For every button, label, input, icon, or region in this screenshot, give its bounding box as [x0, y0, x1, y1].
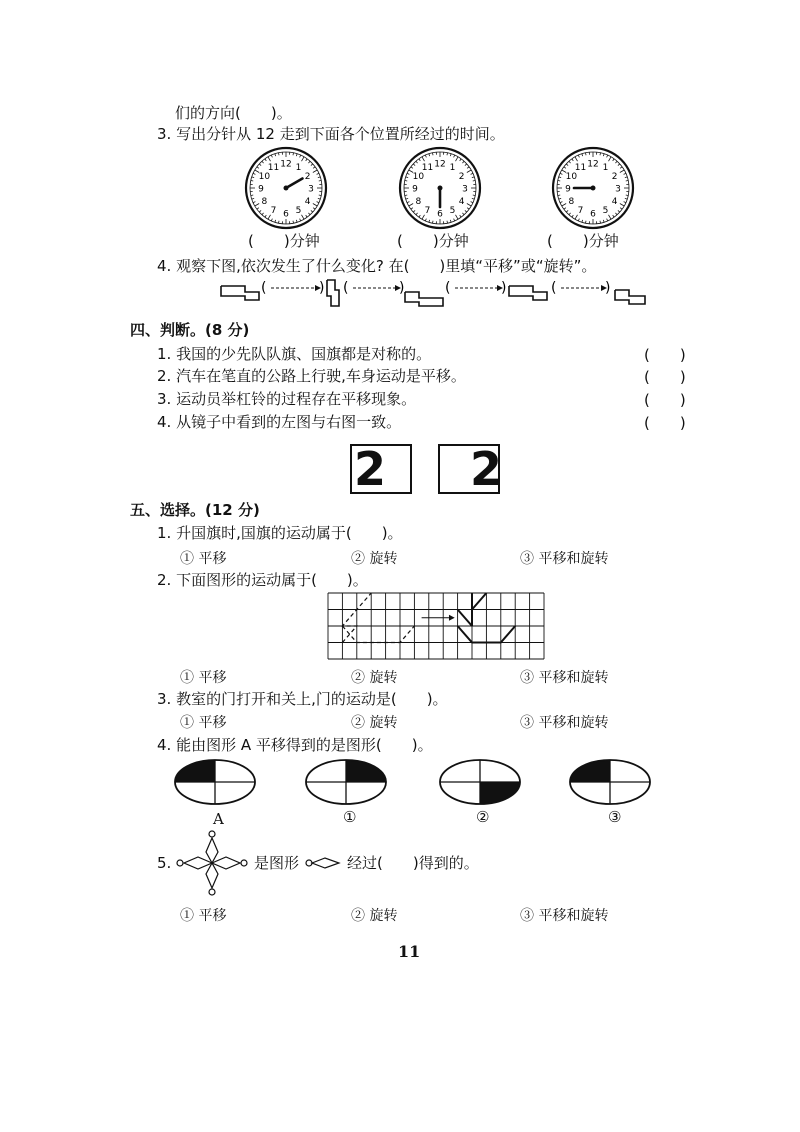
mirror-right-box	[438, 442, 503, 496]
clock-numeral: 10	[258, 172, 271, 182]
clock-numeral: 1	[602, 162, 609, 173]
clock-numeral: 9	[258, 184, 264, 195]
q3-option-2[interactable]: ② 旋转	[351, 715, 398, 731]
choice-q2: 2. 下面图形的运动属于( )。	[157, 571, 368, 589]
q3-text: 3. 写出分针从 12 走到下面各个位置所经过的时间。	[157, 125, 505, 143]
clock-numeral: 6	[437, 209, 443, 220]
svg-text:): )	[399, 280, 405, 296]
clock-numeral: 3	[615, 184, 621, 195]
clock-numeral: 5	[602, 206, 609, 217]
clock-numeral: 7	[270, 206, 277, 217]
clock-numeral: 8	[261, 197, 268, 207]
petal-shape	[305, 855, 343, 871]
clock-numeral: 12	[434, 159, 446, 170]
blank-1: (	[261, 280, 267, 296]
grid-figure	[328, 593, 544, 659]
clock-numeral: 10	[412, 172, 425, 182]
q1-option-3[interactable]: ③ 平移和旋转	[520, 551, 609, 567]
judge-item-4: 4. 从镜子中看到的左图与右图一致。	[157, 413, 402, 431]
page-number: 11	[398, 942, 421, 961]
ellipse-figures	[170, 758, 670, 808]
flower-figure	[174, 830, 250, 896]
clock-numeral: 6	[283, 209, 289, 220]
clock-numeral: 11	[574, 162, 587, 173]
q2-option-2[interactable]: ② 旋转	[351, 670, 398, 686]
clock-numeral: 3	[308, 184, 314, 195]
choice-q4: 4. 能由图形 A 平移得到的是图形( )。	[157, 736, 433, 754]
ellipse-label-2[interactable]: ②	[476, 808, 490, 826]
section5-title: 五、选择。(12 分)	[130, 501, 260, 519]
clock-numeral: 1	[295, 162, 302, 173]
clock-numeral: 7	[424, 206, 431, 217]
mirror-left-digit: 2	[354, 442, 387, 496]
clock-numeral: 5	[449, 206, 456, 217]
ellipse-figure	[306, 760, 386, 804]
q5-number: 5.	[157, 854, 172, 872]
shape-1	[221, 286, 259, 300]
shape-2	[327, 280, 339, 306]
shape-3	[405, 292, 443, 306]
q5-option-3[interactable]: ③ 平移和旋转	[520, 908, 609, 924]
judge-bracket-2[interactable]: ( )	[644, 368, 686, 386]
choice-q3: 3. 教室的门打开和关上,门的运动是( )。	[157, 690, 448, 708]
clock-numeral: 9	[412, 184, 418, 195]
clock-numeral: 6	[590, 209, 596, 220]
section4-title: 四、判断。(8 分)	[130, 321, 250, 339]
shape-5	[615, 290, 645, 304]
q5-option-2[interactable]: ② 旋转	[351, 908, 398, 924]
clock-3-caption: ( )分钟	[547, 232, 619, 250]
ellipse-label-a: A	[213, 810, 224, 828]
clock-2	[397, 145, 483, 231]
clock-numeral: 2	[304, 172, 311, 182]
clock-numeral: 8	[568, 197, 575, 207]
q2-option-1[interactable]: ① 平移	[180, 670, 227, 686]
judge-item-3: 3. 运动员举杠铃的过程存在平移现象。	[157, 390, 417, 408]
clock-numeral: 4	[611, 197, 618, 207]
clock-1-caption: ( )分钟	[248, 232, 320, 250]
clock-numeral: 1	[449, 162, 456, 173]
clock-numeral: 4	[458, 197, 465, 207]
clock-numeral: 7	[577, 206, 584, 217]
choice-q1: 1. 升国旗时,国旗的运动属于( )。	[157, 524, 403, 542]
minute-hand	[286, 179, 302, 189]
clock-numeral: 10	[565, 172, 578, 182]
q3-option-1[interactable]: ① 平移	[180, 715, 227, 731]
svg-text:): )	[501, 280, 507, 296]
blank-4: (	[551, 280, 557, 296]
clock-numeral: 4	[304, 197, 311, 207]
q2-option-3[interactable]: ③ 平移和旋转	[520, 670, 609, 686]
clock-numeral: 2	[611, 172, 618, 182]
q4-text: 4. 观察下图,依次发生了什么变化? 在( )里填“平移”或“旋转”。	[157, 257, 597, 275]
judge-bracket-1[interactable]: ( )	[644, 346, 686, 364]
ellipse-label-1[interactable]: ①	[343, 808, 357, 826]
q2-tail: 们的方向( )。	[175, 104, 292, 122]
mirror-left-box	[350, 444, 412, 494]
clock-numeral: 12	[280, 159, 292, 170]
q5-text: 是图形	[254, 854, 300, 872]
clock-1	[243, 145, 329, 231]
clock-numeral: 3	[462, 184, 468, 195]
blank-2: (	[343, 280, 349, 296]
judge-item-1: 1. 我国的少先队队旗、国旗都是对称的。	[157, 345, 432, 363]
ellipse-figure	[440, 760, 520, 804]
clock-numeral: 5	[295, 206, 302, 217]
clock-numeral: 8	[415, 197, 422, 207]
judge-item-2: 2. 汽车在笔直的公路上行驶,车身运动是平移。	[157, 367, 466, 385]
svg-text:): )	[319, 280, 325, 296]
clock-numeral: 11	[421, 162, 434, 173]
clock-3	[550, 145, 636, 231]
blank-3: (	[445, 280, 451, 296]
clock-numeral: 9	[565, 184, 571, 195]
clock-2-caption: ( )分钟	[397, 232, 469, 250]
clock-numeral: 2	[458, 172, 465, 182]
ellipse-figure	[570, 760, 650, 804]
q5-option-1[interactable]: ① 平移	[180, 908, 227, 924]
q1-option-2[interactable]: ② 旋转	[351, 551, 398, 567]
shape-4	[509, 286, 547, 300]
q3-option-3[interactable]: ③ 平移和旋转	[520, 715, 609, 731]
ellipse-label-3[interactable]: ③	[608, 808, 622, 826]
clock-numeral: 11	[267, 162, 280, 173]
clock-numeral: 12	[587, 159, 599, 170]
q1-option-1[interactable]: ① 平移	[180, 551, 227, 567]
judge-bracket-4[interactable]: ( )	[644, 414, 686, 432]
ellipse-figure	[175, 760, 255, 804]
q5-tail: 经过( )得到的。	[347, 854, 479, 872]
svg-text:): )	[605, 280, 611, 296]
judge-bracket-3[interactable]: ( )	[644, 391, 686, 409]
mirror-right-digit: 2	[470, 442, 503, 496]
transform-sequence	[215, 276, 655, 312]
